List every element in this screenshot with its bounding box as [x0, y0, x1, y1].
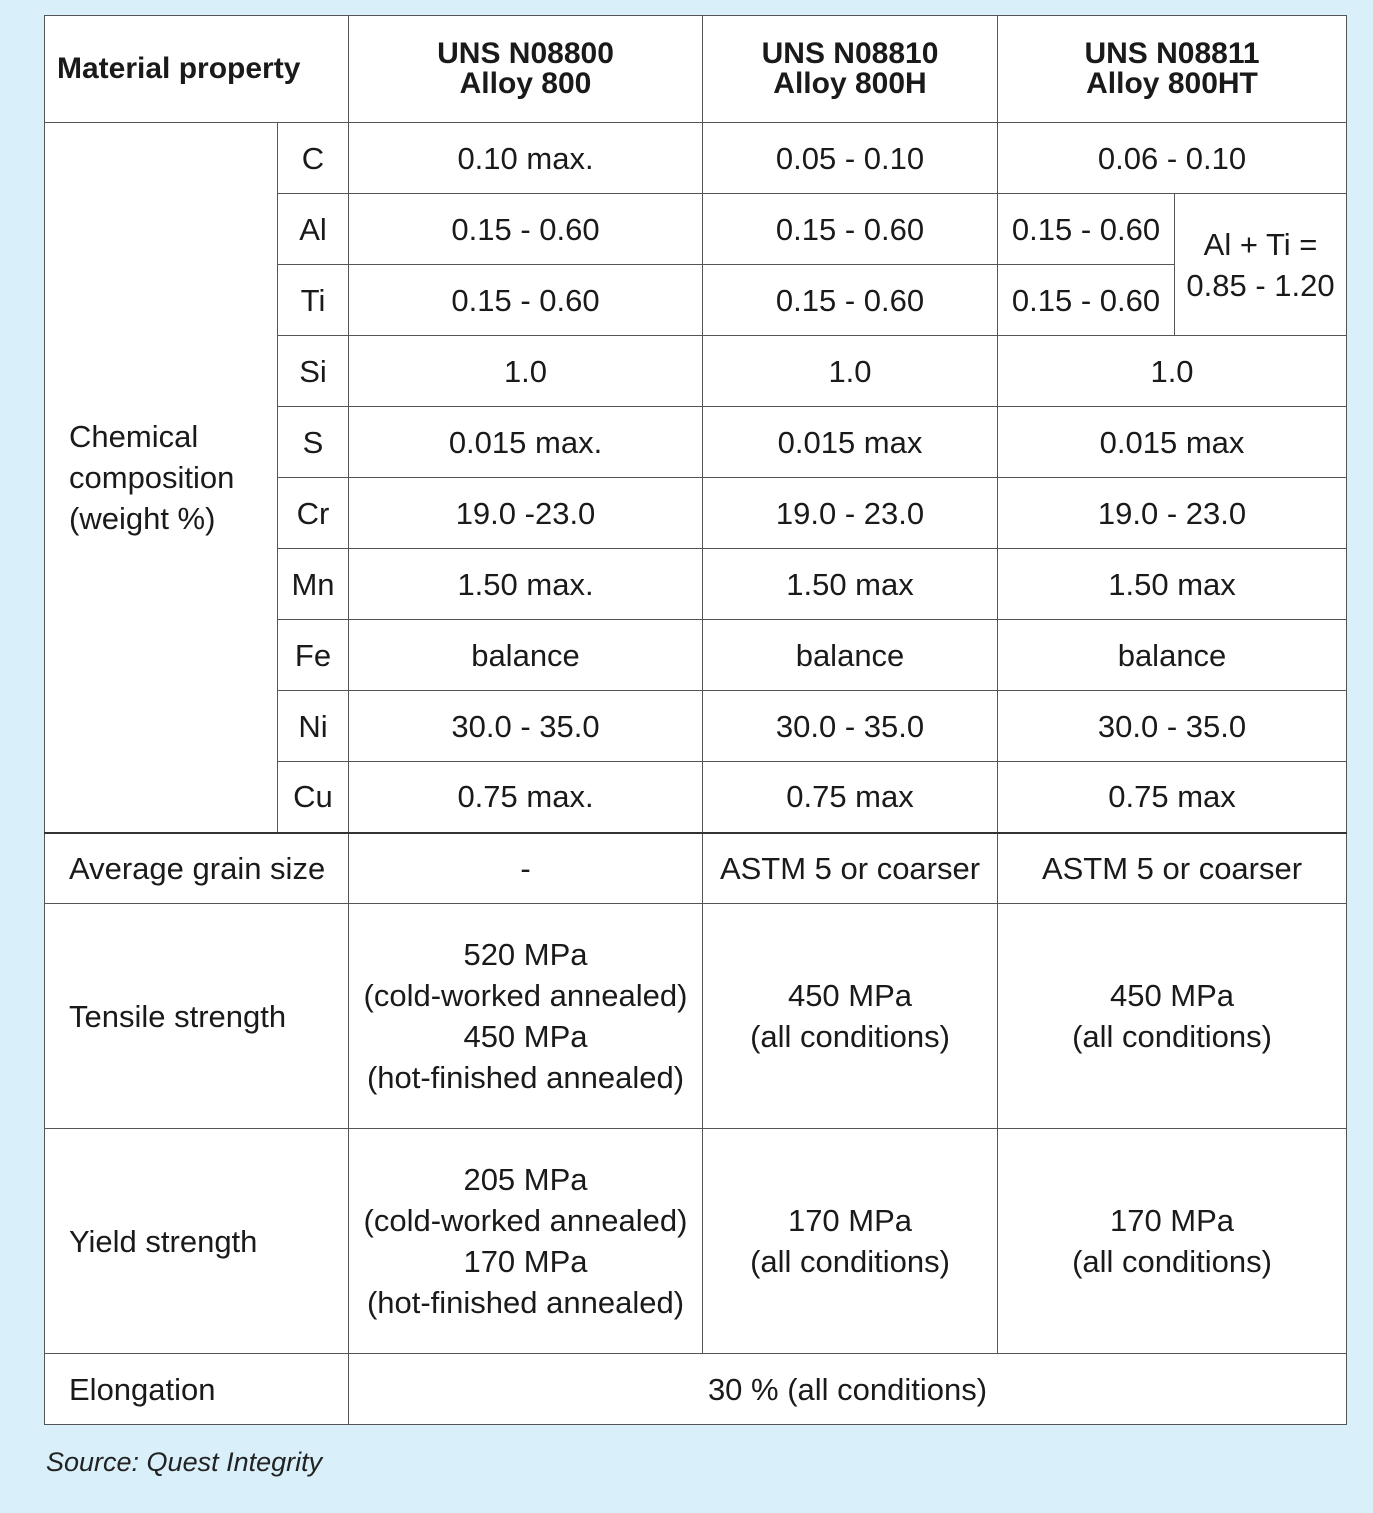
element-cell: Cu — [278, 762, 349, 833]
value-line: (all conditions) — [750, 1244, 950, 1279]
element-cell: Cr — [278, 478, 349, 549]
yield-alloy-800 — [349, 1129, 703, 1354]
element-cell: Si — [278, 336, 349, 407]
element-cell: Fe — [278, 620, 349, 691]
value-cell: 1.50 max — [703, 549, 998, 620]
value-cell: 0.75 max — [998, 762, 1347, 833]
tensile-alloy-800 — [349, 904, 703, 1129]
value-cell: 1.50 max. — [349, 549, 703, 620]
element-cell: Mn — [278, 549, 349, 620]
value-cell: 30.0 - 35.0 — [998, 691, 1347, 762]
value-line: (hot-finished annealed) — [366, 1285, 685, 1320]
value-cell: 19.0 - 23.0 — [703, 478, 998, 549]
al-ti-note-line: 0.85 - 1.20 — [1186, 267, 1335, 303]
value-cell: 0.75 max — [703, 762, 998, 833]
value-line: 520 MPa — [463, 937, 588, 972]
value-cell: 30.0 - 35.0 — [349, 691, 703, 762]
header-alloy-800-uns: UNS N08800 — [437, 37, 614, 70]
value-cell: 1.50 max — [998, 549, 1347, 620]
grain-size-label: Average grain size — [45, 833, 349, 904]
value-line: 170 MPa — [1109, 1203, 1235, 1238]
value-line: (hot-finished annealed) — [366, 1060, 685, 1095]
tensile-alloy-800h — [703, 904, 998, 1129]
value-cell: 0.15 - 0.60 — [703, 265, 998, 336]
value-line: (all conditions) — [1072, 1244, 1272, 1279]
header-material-property: Material property — [45, 16, 349, 123]
value-line: 170 MPa — [787, 1203, 913, 1238]
element-cell: Ti — [278, 265, 349, 336]
value-line: 170 MPa — [463, 1244, 588, 1279]
value-line: 450 MPa — [1109, 978, 1235, 1013]
value-line: (cold-worked annealed) — [363, 978, 688, 1013]
yield-alloy-800h — [703, 1129, 998, 1354]
value-cell: 0.015 max — [703, 407, 998, 478]
chemical-label-line: (weight %) — [69, 500, 216, 536]
value-cell: 19.0 -23.0 — [349, 478, 703, 549]
value-cell: 19.0 - 23.0 — [998, 478, 1347, 549]
value-line: (all conditions) — [750, 1019, 950, 1054]
value-cell: 1.0 — [349, 336, 703, 407]
value-cell: 0.15 - 0.60 — [998, 194, 1175, 265]
grain-size-row — [45, 833, 1347, 904]
header-alloy-800ht-name: Alloy 800HT — [1086, 67, 1258, 100]
header-alloy-800h-uns: UNS N08810 — [761, 37, 939, 70]
value-cell: 0.15 - 0.60 — [998, 265, 1175, 336]
value-cell: ASTM 5 or coarser — [998, 833, 1347, 904]
value-cell: 0.10 max. — [349, 123, 703, 194]
elongation-label: Elongation — [45, 1354, 349, 1425]
source-caption: Source: Quest Integrity — [46, 1447, 323, 1477]
elongation-value: 30 % (all conditions) — [349, 1354, 1347, 1425]
value-cell: 0.015 max. — [349, 407, 703, 478]
value-cell: 30.0 - 35.0 — [703, 691, 998, 762]
al-ti-note-line: Al + Ti = — [1203, 226, 1318, 262]
value-cell: 0.75 max. — [349, 762, 703, 833]
element-cell: S — [278, 407, 349, 478]
value-cell: balance — [703, 620, 998, 691]
header-alloy-800h-name: Alloy 800H — [773, 67, 927, 100]
elongation-row — [45, 1354, 1347, 1425]
tensile-alloy-800ht — [998, 904, 1347, 1129]
header-alloy-800 — [349, 16, 703, 123]
value-line: 205 MPa — [463, 1162, 588, 1197]
tensile-strength-row — [45, 904, 1347, 1129]
element-cell: Ni — [278, 691, 349, 762]
value-cell: balance — [349, 620, 703, 691]
header-alloy-800ht-uns: UNS N08811 — [1084, 37, 1260, 70]
value-cell: 0.15 - 0.60 — [703, 194, 998, 265]
value-cell: 1.0 — [998, 336, 1347, 407]
value-cell: balance — [998, 620, 1347, 691]
chemical-label-line: composition — [69, 459, 235, 495]
header-row — [45, 16, 1347, 123]
header-alloy-800-name: Alloy 800 — [459, 67, 592, 100]
header-alloy-800h — [703, 16, 998, 123]
yield-strength-row — [45, 1129, 1347, 1354]
header-alloy-800ht — [998, 16, 1347, 123]
value-cell: 0.15 - 0.60 — [349, 265, 703, 336]
value-cell: 0.06 - 0.10 — [998, 123, 1347, 194]
alloy-properties-table — [44, 15, 1347, 1425]
yield-alloy-800ht — [998, 1129, 1347, 1354]
value-cell: 0.05 - 0.10 — [703, 123, 998, 194]
value-cell: 0.15 - 0.60 — [349, 194, 703, 265]
value-line: 450 MPa — [787, 978, 913, 1013]
chemical-label-line: Chemical — [69, 418, 199, 454]
table-row — [45, 123, 1347, 194]
value-cell: 1.0 — [703, 336, 998, 407]
element-cell: C — [278, 123, 349, 194]
value-cell: ASTM 5 or coarser — [703, 833, 998, 904]
value-cell: 0.015 max — [998, 407, 1347, 478]
al-ti-sum-note — [1175, 194, 1347, 336]
chemical-composition-label — [45, 123, 278, 833]
yield-strength-label: Yield strength — [45, 1129, 349, 1354]
value-line: (cold-worked annealed) — [363, 1203, 688, 1238]
tensile-strength-label: Tensile strength — [45, 904, 349, 1129]
element-cell: Al — [278, 194, 349, 265]
value-line: 450 MPa — [463, 1019, 588, 1054]
value-cell: - — [349, 833, 703, 904]
value-line: (all conditions) — [1072, 1019, 1272, 1054]
